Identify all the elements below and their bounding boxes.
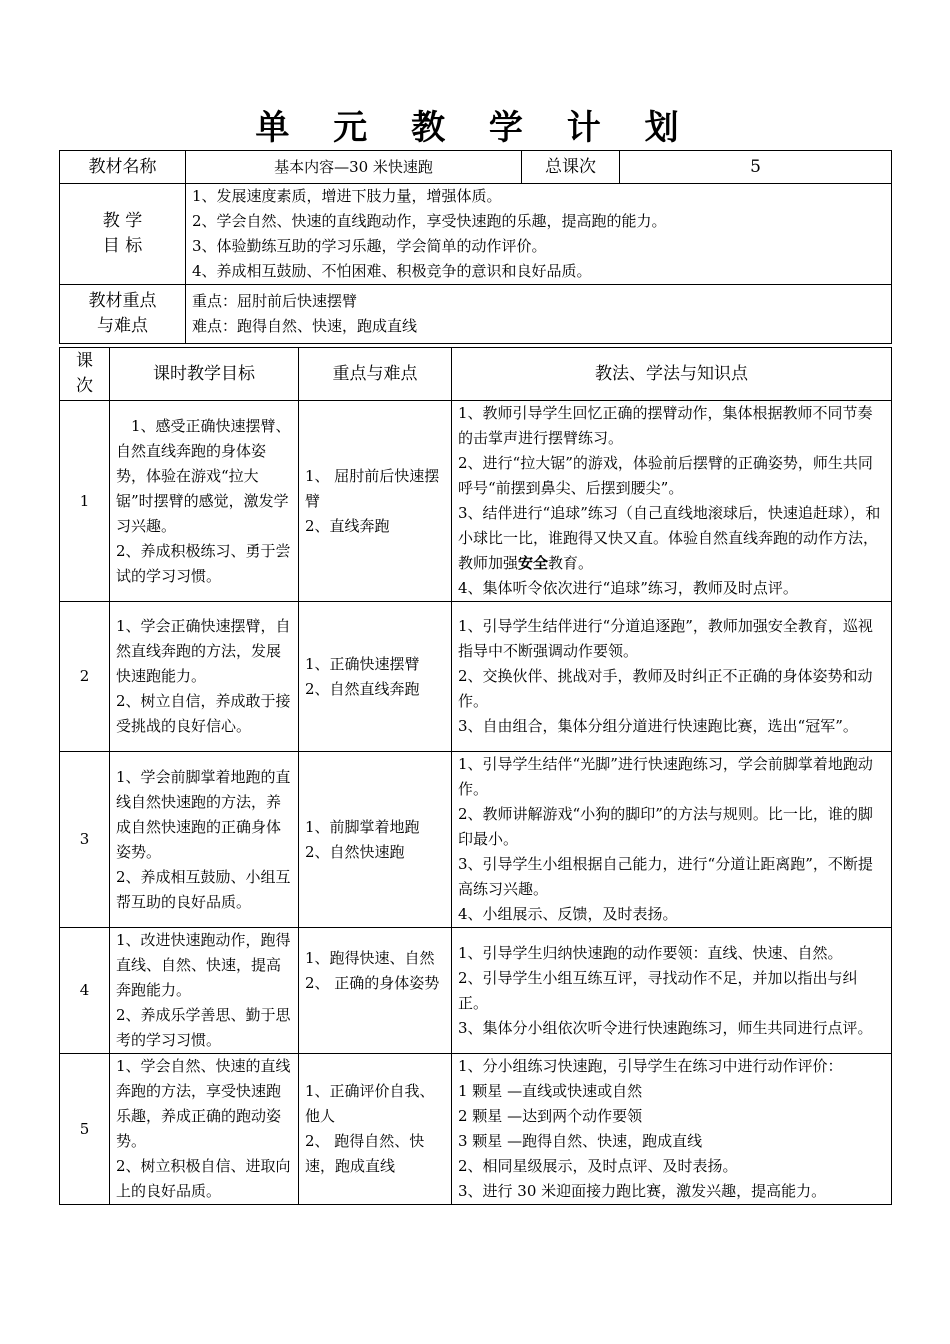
lesson-keys: 1、正确快速摆臂 2、自然直线奔跑 — [299, 602, 452, 752]
lesson-num: 5 — [60, 1054, 110, 1205]
lesson-row — [60, 401, 892, 602]
lesson-key-header: 重点与难点 — [299, 348, 452, 401]
key-difficulty-values — [186, 285, 892, 344]
goal-label: 教 学 目 标 — [60, 184, 186, 285]
key-difficulty-label: 教材重点 与难点 — [60, 285, 186, 344]
unit-goal-item: 4、养成相互鼓励、不怕困难、积极竞争的意识和良好品质。 — [192, 262, 592, 280]
lesson-goals: 1、学会正确快速摆臂，自然直线奔跑的方法，发展快速跑能力。 2、树立自信，养成敢于接受挑战的良好信心。 — [110, 602, 299, 752]
lesson-method-header: 教法、学法与知识点 — [452, 348, 892, 401]
lesson-row — [60, 602, 892, 752]
key-point: 重点：屈肘前后快速摆臂 — [192, 292, 358, 310]
lesson-row — [60, 928, 892, 1054]
lesson-num: 3 — [60, 752, 110, 928]
lesson-goals: 1、学会自然、快速的直线奔跑的方法，享受快速跑乐趣，养成正确的跑动姿势。 2、树立积极自信、进取向上的良好品质。 — [110, 1054, 299, 1205]
unit-goal-item: 1、发展速度素质，增进下肢力量，增强体质。 — [192, 187, 502, 205]
lesson-num: 4 — [60, 928, 110, 1054]
page-title: 单 元 教 学 计 划 — [255, 108, 695, 148]
lesson-row — [60, 752, 892, 928]
lesson-goals: 1、学会前脚掌着地跑的直线自然快速跑的方法，养成自然快速跑的正确身体姿势。 2、养成相互鼓励、小组互帮互助的良好品质。 — [110, 752, 299, 928]
lesson-methods: 1、引导学生归纳快速跑的动作要领：直线、快速、自然。 2、引导学生小组互练互评，寻找动作不足，并加以指出与纠正。 3、集体分小组依次听令进行快速跑练习，师生共同进行点评。 — [452, 928, 892, 1054]
lesson-num: 1 — [60, 401, 110, 602]
lesson-methods: 1、引导学生结伴进行“分道追逐跑”，教师加强安全教育，巡视指导中不断强调动作要领。 2、交换伙伴、挑战对手，教师及时纠正不正确的身体姿势和动作。 3、自由组合，集体分组分道进行快速跑比赛，选出“冠军”。 — [452, 602, 892, 752]
unit-goal-item: 3、体验勤练互助的学习乐趣，学会简单的动作评价。 — [192, 237, 547, 255]
lesson-keys: 1、 屈肘前后快速摆臂 2、直线奔跑 — [299, 401, 452, 602]
lesson-row — [60, 1054, 892, 1205]
material-value: 基本内容—30 米快速跑 — [186, 151, 522, 184]
safety-emphasis: 安全 — [518, 554, 549, 572]
lesson-num: 2 — [60, 602, 110, 752]
lesson-methods: 1、分小组练习快速跑，引导学生在练习中进行动作评价： 1 颗星 —直线或快速或自然 2 颗星 —达到两个动作要领 3 颗星 —跑得自然、快速，跑成直线 2、相同星级展示，及时点评、及时表扬。 3、进行 30 米迎面接力跑比赛，激发兴趣，提高能力。 — [452, 1054, 892, 1205]
difficulty-point: 难点：跑得自然、快速，跑成直线 — [192, 317, 418, 335]
lesson-goal-header: 课时教学目标 — [110, 348, 299, 401]
lesson-goals: 1、感受正确快速摆臂、自然直线奔跑的身体姿势，体验在游戏“拉大锯”时摆臂的感觉，激发学习兴趣。 2、养成积极练习、勇于尝试的学习习惯。 — [110, 401, 299, 602]
material-label: 教材名称 — [60, 151, 186, 184]
lessons-table — [59, 347, 892, 1205]
unit-goals — [186, 184, 892, 285]
lesson-keys: 1、前脚掌着地跑 2、自然快速跑 — [299, 752, 452, 928]
lesson-goals: 1、改进快速跑动作，跑得直线、自然、快速，提高奔跑能力。 2、养成乐学善思、勤于思考的学习习惯。 — [110, 928, 299, 1054]
total-lessons-label: 总课次 — [522, 151, 620, 184]
total-lessons-value: 5 — [620, 151, 892, 184]
lesson-keys: 1、跑得快速、自然 2、 正确的身体姿势 — [299, 928, 452, 1054]
lesson-methods: 1、引导学生结伴“光脚”进行快速跑练习，学会前脚掌着地跑动作。 2、教师讲解游戏“小狗的脚印”的方法与规则。比一比，谁的脚印最小。 3、引导学生小组根据自己能力，进行“分道让距离跑”，不断提高练习兴趣。 4、小组展示、反馈，及时表扬。 — [452, 752, 892, 928]
lesson-keys: 1、正确评价自我、他人 2、 跑得自然、快速，跑成直线 — [299, 1054, 452, 1205]
unit-info-table — [59, 150, 892, 344]
unit-goal-item: 2、学会自然、快速的直线跑动作，享受快速跑的乐趣，提高跑的能力。 — [192, 212, 667, 230]
lesson-methods: 1、教师引导学生回忆正确的摆臂动作，集体根据教师不同节奏的击掌声进行摆臂练习。 2、进行“拉大锯”的游戏，体验前后摆臂的正确姿势，师生共同呼号“前摆到鼻尖、后摆到腰尖”。 3、结伴进行“追球”练习（自己直线地滚球后，快速追赶球），和小球比一比，谁跑得又快又直。体验自然直线奔跑的动作方法，教师加强安全教育。 4、集体听令依次进行“追球”练习，教师及时点评。 — [452, 401, 892, 602]
lesson-num-header: 课 次 — [60, 348, 110, 401]
